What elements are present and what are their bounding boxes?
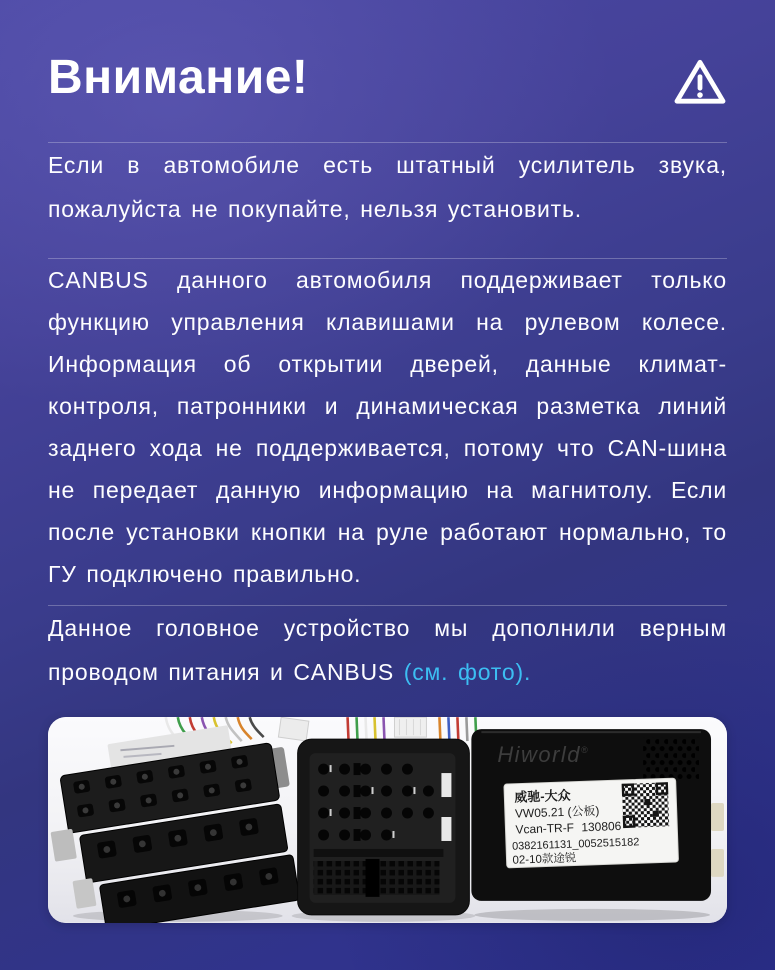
addition-main-text: Данное головное устройство мы дополнили верным проводом питания и CANBUS [48, 615, 727, 685]
box-side-tab [711, 803, 724, 831]
photo-illustration [48, 717, 727, 923]
qr-code [622, 782, 669, 828]
canbus-box [471, 729, 724, 921]
label-line-1: 威驰-大众 [514, 787, 571, 805]
brand-text: Hiworld® [497, 742, 590, 768]
box-side-tab [711, 849, 724, 877]
warning-triangle-icon [673, 58, 727, 106]
see-photo-note: (см. фото). [403, 659, 532, 685]
connector-slot [441, 773, 451, 797]
label-line-2: VW05.21 (公板) [514, 803, 600, 821]
masthead [48, 0, 727, 106]
label-line-3a: Vcan-TR-F [515, 820, 575, 837]
canbus-info-paragraph: CANBUS данного автомобиля поддерживает только функцию управления клавишами на рулевом колесе. Информация об открытии дверей, данные климат-контроля, патронники и динамическая разметка линий заднего хода не поддерживается, потому что CAN-шина не передает данную информацию на магнитолу. Если после установки кнопки на руле работают нормально, то ГУ подключено правильно. [48, 267, 727, 587]
addition-paragraph [48, 606, 727, 694]
label-line-4: 0382161131_0052515182 [511, 836, 640, 853]
warning-paragraph: Если в автомобиле есть штатный усилитель звука, пожалуйста не покупайте, нельзя установить. [48, 152, 727, 222]
speaker-grille [643, 737, 699, 779]
quadlock-connector [292, 739, 476, 922]
page-title: Внимание! [48, 51, 309, 104]
connector-slot [441, 817, 451, 841]
label-line-5: 02-10款途锐 [512, 852, 577, 867]
canbus-label [504, 778, 679, 868]
label-line-3b: 130806 [581, 818, 622, 835]
photo-panel [48, 717, 727, 923]
